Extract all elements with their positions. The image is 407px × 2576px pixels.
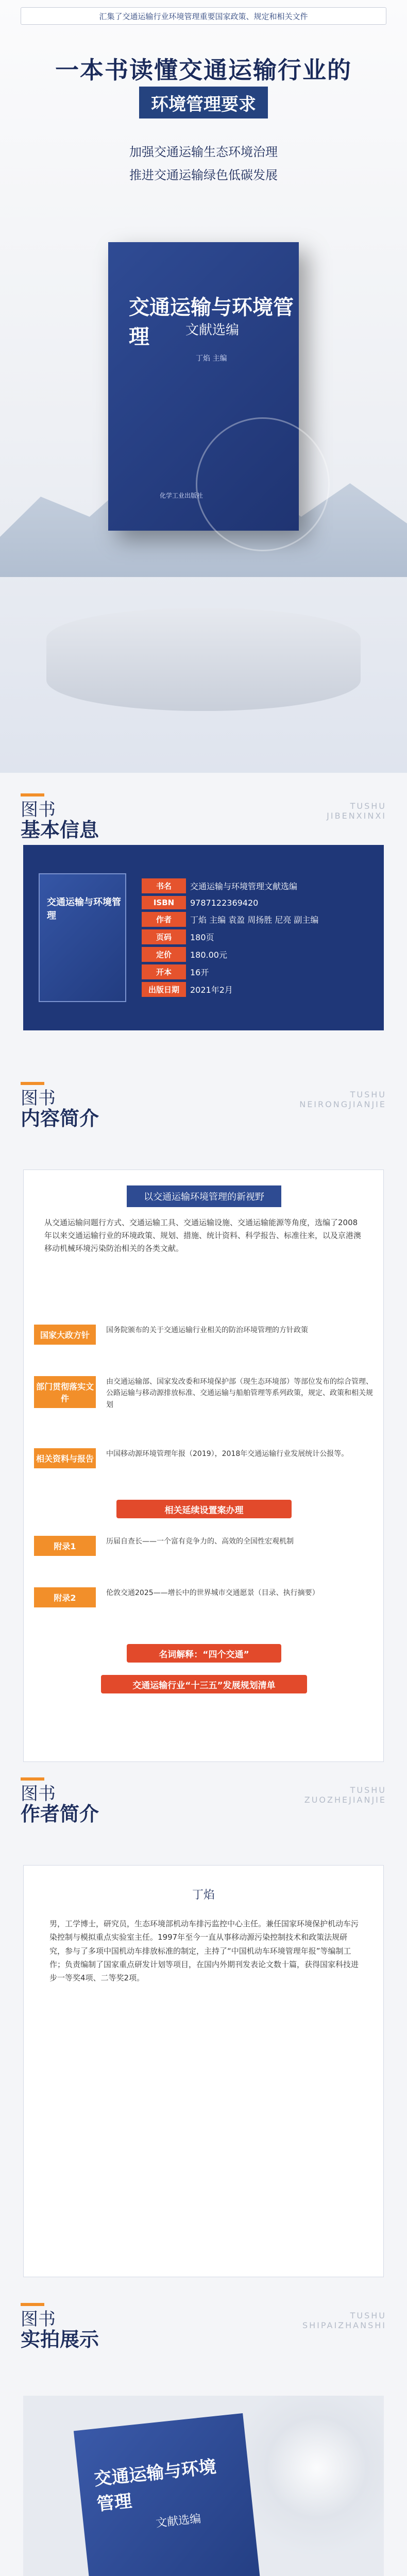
section-head-label: 图书 — [21, 2309, 56, 2330]
info-row — [142, 896, 318, 909]
content-item-tag: 附录1 — [34, 1536, 96, 1556]
content-tag: 以交通运输环境管理的新视野 — [127, 1185, 281, 1207]
info-key: ISBN — [142, 896, 186, 909]
pinyin-line-1: TUSHU — [350, 1785, 386, 1795]
content-item-text: 国务院颁布的关于交通运输行业相关的防治环境管理的方针政策 — [106, 1326, 308, 1334]
section-head-label: 图书 — [21, 1088, 56, 1109]
info-key: 书名 — [142, 878, 186, 893]
pinyin-line-1: TUSHU — [350, 2311, 386, 2320]
hero-title: 一本书读懂交通运输行业的 — [55, 56, 352, 84]
info-row — [142, 878, 318, 893]
content-item-tag: 附录2 — [34, 1587, 96, 1607]
content-item — [34, 1536, 374, 1556]
info-value: 180.00元 — [190, 950, 227, 960]
section-pinyin-info — [327, 801, 386, 821]
section-pinyin-photos — [302, 2311, 386, 2330]
content-item-tag: 相关资料与报告 — [34, 1448, 96, 1468]
content-item — [34, 1587, 374, 1607]
info-panel — [23, 845, 384, 1030]
author-name: 丁焰 — [192, 1889, 215, 1902]
info-value: 16开 — [190, 968, 209, 977]
section-head-title: 实拍展示 — [21, 2328, 99, 2351]
top-ribbon: 汇集了交通运输行业环境管理重要国家政策、规定和相关文件 — [21, 7, 386, 25]
section-head-label: 图书 — [21, 800, 56, 820]
pill-label-1: 相关延续设置案办理 — [116, 1500, 292, 1518]
pinyin-line-2: NEIRONGJIANJIE — [299, 1099, 386, 1109]
info-value: 丁焰 主编 袁盈 周扬胜 尼亮 副主编 — [190, 915, 319, 925]
content-item — [34, 1448, 374, 1468]
pinyin-line-1: TUSHU — [350, 1090, 386, 1099]
section-accent-bar — [21, 1777, 44, 1781]
section-head-info — [21, 793, 99, 841]
info-value: 9787122369420 — [190, 897, 259, 908]
content-item-tag: 部门贯彻落实文件 — [34, 1376, 96, 1408]
info-key: 出版日期 — [142, 982, 186, 997]
info-key: 页码 — [142, 929, 186, 944]
info-row — [142, 929, 318, 944]
info-row — [142, 964, 318, 979]
info-book-thumbnail — [39, 873, 126, 1002]
content-item-text: 由交通运输部、国家发改委和环境保护部（现生态环境部）等部位发布的综合管理、公路运输与移动源排放标准、交通运输与船舶管理等系列政策，规定、政策和相关规划 — [106, 1378, 373, 1409]
cover-decoration — [196, 417, 330, 551]
author-box — [23, 1865, 384, 2277]
pinyin-line-2: JIBENXINXI — [327, 811, 386, 821]
book-cover — [108, 242, 299, 531]
content-item — [34, 1325, 374, 1345]
pill-label-3: 交通运输行业“十三五”发展规划清单 — [101, 1675, 307, 1693]
section-accent-bar — [21, 2303, 44, 2306]
content-item-text: 中国移动源环境管理年报（2019），2018年交通运输行业发展统计公报等。 — [106, 1450, 349, 1458]
photo-book-subtitle: 文献选编 — [155, 2512, 202, 2530]
info-value: 180页 — [190, 933, 214, 942]
content-item-text: 历届自查长——一个富有竞争力的、高效的全国性宏观机制 — [106, 1537, 294, 1546]
section-head-title: 基本信息 — [21, 819, 99, 842]
info-rows — [142, 876, 318, 999]
book-cover-title: 交通运输与环境管理 — [129, 296, 294, 349]
section-accent-bar — [21, 793, 44, 796]
info-book-title: 交通运输与环境管理 — [47, 897, 121, 921]
pinyin-line-2: SHIPAIZHANSHI — [302, 2320, 386, 2330]
pill-label-2: 名词解释：“四个交通” — [127, 1644, 281, 1663]
info-key: 开本 — [142, 964, 186, 979]
author-description: 男，工学博士，研究员，生态环境部机动车排污监控中心主任。兼任国家环境保护机动车污染控制与模拟重点实验室主任。1997年至今一直从事移动源污染控制技术和政策法规研究，参与了多项中国机动车排放标准的制定，主持了“中国机动车环境管理年报”等编制工作；负责编制了国家重点研发计划等项目，在国内外期刊发表论文数十篇，获得国家科技进步一等奖4项、二等奖2项。 — [49, 1919, 359, 1982]
info-key: 作者 — [142, 912, 186, 927]
content-item-tag: 国家大政方针 — [34, 1325, 96, 1345]
info-value: 2021年2月 — [190, 985, 233, 995]
info-value: 交通运输与环境管理文献选编 — [190, 882, 298, 891]
pinyin-line-1: TUSHU — [350, 801, 386, 811]
section-pinyin-author — [304, 1785, 386, 1805]
section-pinyin-content — [299, 1090, 386, 1109]
hero-line-1: 加强交通运输生态环境治理 — [129, 145, 278, 159]
section-head-title: 内容简介 — [21, 1107, 99, 1130]
hero-banner — [0, 0, 407, 773]
info-row — [142, 982, 318, 997]
section-accent-bar — [21, 1082, 44, 1085]
section-head-title: 作者简介 — [21, 1803, 99, 1826]
section-head-photos — [21, 2303, 99, 2351]
section-head-content — [21, 1082, 99, 1130]
section-head-label: 图书 — [21, 1784, 56, 1804]
photo-book-front — [23, 2396, 384, 2576]
content-item-text: 伦敦交通2025——增长中的世界城市交通愿景（目录、执行摘要） — [106, 1589, 319, 1597]
content-description: 从交通运输问题行方式、交通运输工具、交通运输设施、交通运输能源等角度，选编了2008年以来交通运输行业的环境政策、规划、措施、统计资料、科学报告、标准往来，以及京港澳移动机械环境污染防治相关的各类文献。 — [44, 1218, 362, 1253]
pinyin-line-2: ZUOZHEJIANJIE — [304, 1795, 386, 1805]
section-head-author — [21, 1777, 99, 1825]
info-row — [142, 912, 318, 927]
photo-book-cover — [74, 2413, 266, 2576]
hero-subtitle: 环境管理要求 — [139, 87, 268, 118]
book-cover-publisher: 化学工业出版社 — [160, 492, 204, 499]
info-key: 定价 — [142, 947, 186, 962]
pedestal — [46, 608, 361, 711]
content-item — [34, 1376, 374, 1411]
book-cover-authors: 丁焰 主编 — [196, 354, 227, 363]
photo-book-title: 交通运输与环境管理 — [93, 2456, 217, 2515]
info-row — [142, 947, 318, 962]
book-cover-subtitle: 文献选编 — [185, 323, 240, 338]
content-box — [23, 1170, 384, 1762]
hero-line-2: 推进交通运输绿色低碳发展 — [129, 168, 278, 182]
